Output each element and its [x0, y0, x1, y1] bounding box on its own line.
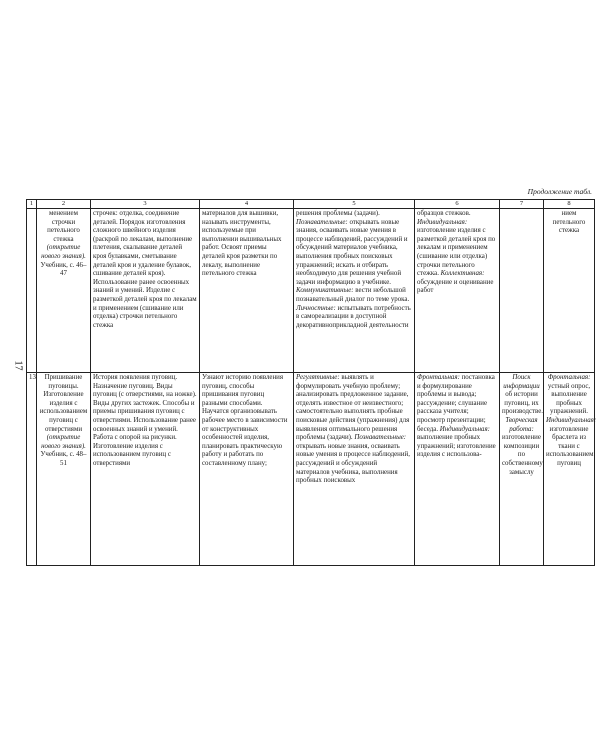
label-text: Регулятивные:	[296, 374, 340, 381]
label-text: Индивидуальная:	[417, 218, 468, 226]
cell-c4	[200, 209, 294, 373]
table-row	[27, 373, 595, 566]
label-text: Коммуникативные:	[296, 287, 354, 295]
cell-text: строчек: отделка, соединение деталей. Порядок изготовления сложного швейного изделия (раскрой по лекалам, выполнение плетения, скалывание деталей кроя булавками, сметывание деталей кроя и удаление булавок, сшивание деталей кроя). Использование ранее освоенных знаний и умений. Изделие с разметкой деталей кроя по лекалам и применением (сшивание или отделка) строчки петельного стежка	[93, 210, 197, 329]
label-text: Фронтальная:	[547, 374, 591, 381]
cell-c5	[294, 209, 415, 373]
label-text: Личностные:	[296, 304, 336, 312]
table-row	[27, 209, 595, 373]
label-text: (открытие нового знания).	[41, 434, 86, 450]
cell-text: нием петельного стежка	[552, 210, 586, 235]
cell-text: выполнение пробных упражнений; изготовление изделия с использова-	[417, 434, 496, 459]
cell-text: изготовление изделия с разметкой деталей кроя по лекалам и применением (сшивание или отделка) строчки петельного стежка.	[417, 227, 496, 278]
cell-text: открывать новые знания, осваивать новые умения в процессе наблюдений, рассуждений и обсуждений материалов учебника, выполнения пробных поисковых	[296, 442, 410, 485]
cell-c6	[415, 209, 500, 373]
cell-text: Пришивание пуговицы. Изготовление изделия с использованием пуговиц с отверстиями	[39, 374, 88, 433]
column-number: 4	[200, 200, 294, 209]
lesson-number-cell: 13	[27, 373, 37, 566]
cell-c4	[200, 373, 294, 566]
lesson-table	[26, 199, 595, 566]
cell-text: вести небольшой познавательный диалог по теме урока.	[296, 287, 410, 303]
column-number: 6	[415, 200, 500, 209]
column-number: 5	[294, 200, 415, 209]
column-number: 2	[37, 200, 91, 209]
cell-text: материалов для вышивки, называть инструменты, используемые при выполнении вышивальных работ. Освоят приемы деталей кроя разметки по лекалу, выполнение петельного стежка	[202, 210, 282, 278]
cell-c6	[415, 373, 500, 566]
label-text: Индивидуальная:	[546, 416, 597, 424]
page-number: 17	[12, 360, 24, 371]
cell-text: образцов стежков.	[417, 210, 471, 217]
label-text: Коллективная:	[440, 270, 485, 278]
label-text: Творческая работа:	[505, 416, 538, 433]
column-number: 8	[544, 200, 595, 209]
label-text: Поиск информации	[503, 374, 540, 390]
cell-text: постановка и формулирование проблемы и вывода; рассуждение; слушание рассказа учителя; просмотр презентации; беседа.	[417, 374, 495, 433]
cell-text: обсуждение и оценивание работ	[417, 278, 494, 295]
cell-text: менением строчки петельного стежка	[47, 210, 80, 243]
cell-c7	[500, 209, 544, 373]
cell-c7	[500, 373, 544, 566]
cell-text: испытывать потребность в самореализации в доступной декоративноприкладной деятельности	[296, 304, 411, 329]
cell-c8	[544, 373, 595, 566]
cell-text: об истории пуговиц, их производстве.	[502, 391, 544, 416]
cell-c2	[37, 373, 91, 566]
column-number-row	[27, 200, 595, 209]
column-number: 1	[27, 200, 37, 209]
cell-c3	[91, 373, 200, 566]
cell-text: выявлять и формулировать учебную проблему; анализировать предложенное задание, отделять известное от неизвестного; самостоятельно выполнять пробные поисковые действия (упражнения) для выявления оптимального решения проблемы (задачи).	[296, 374, 410, 442]
cell-text: История появления пуговиц. Назначение пуговиц. Виды пуговиц (с отверстиями, на ножке). Виды других застежек. Способы и приемы пришивания пуговиц с отверстиями. Использование ранее освоенных знаний и умений. Работа с опорой на рисунки. Изготовление изделия с использованием пуговиц с отверстиями	[93, 374, 197, 467]
label-text: Индивидуальная:	[439, 425, 490, 433]
cell-text: устный опрос, выполнение пробных упражнений.	[547, 382, 591, 416]
cell-text: Узнают историю появления пуговиц, способы пришивания пуговиц разными способами. Научатся организовывать рабочее место в зависимости от конструктивных особенностей изделия, планировать практическую работу и работать по составленному плану;	[202, 374, 288, 467]
continuation-label: Продолжение табл.	[527, 187, 592, 196]
cell-text: решения проблемы (задачи).	[296, 210, 380, 217]
table-body	[27, 200, 595, 566]
cell-c2	[37, 209, 91, 373]
cell-text: изготовление композиции по собственному замыслу	[502, 434, 543, 476]
label-text: Познавательные:	[354, 434, 407, 442]
cell-c8	[544, 209, 595, 373]
column-number: 7	[500, 200, 544, 209]
cell-c5	[294, 373, 415, 566]
lesson-number-cell	[27, 209, 37, 373]
cell-text: Учебник, с. 46–47	[40, 261, 87, 278]
cell-text: изготовление браслета из ткани с использованием пуговиц	[546, 425, 594, 467]
cell-text: Учебник, с. 48–51	[40, 451, 87, 467]
label-text: (открытие нового знания).	[41, 244, 86, 260]
label-text: Фронтальная:	[417, 374, 460, 381]
column-number: 3	[91, 200, 200, 209]
label-text: Познавательные:	[296, 218, 348, 226]
cell-c3	[91, 209, 200, 373]
cell-text: открывать новые знания, осваивать новые умения в процессе наблюдений, рассуждений и обсуждений материалов учебника, выполнения пробных поисковых упражнений; искать и отбирать необходимую для решения учебной задачи информацию в учебнике.	[296, 218, 408, 286]
